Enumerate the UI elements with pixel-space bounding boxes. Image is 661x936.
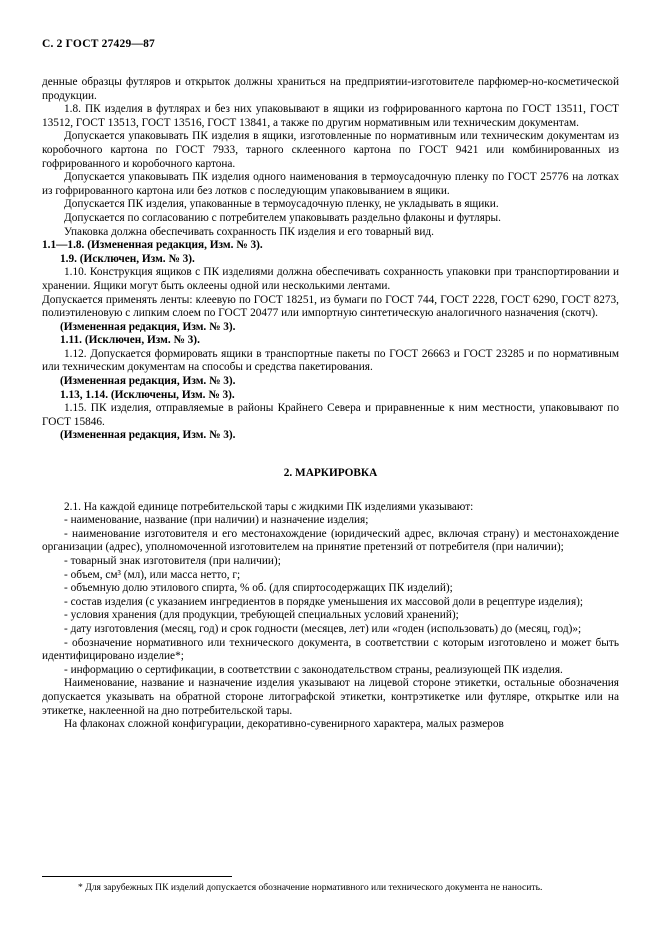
clause-2-1-intro: 2.1. На каждой единице потребительской тары с жидкими ПК изделиями указывают: [64,500,474,513]
clause-1-12: 1.12. Допускается формировать ящики в транспортные пакеты по ГОСТ 26663 и ГОСТ 23285 и по нормативным или техническим документам на способы и средства пакетирования. [42,347,619,374]
footnote-text: Для зарубежных ПК изделий допускается обозначение нормативного или технического документа не наносить. [85,882,543,893]
clause-1-1-1-8 [42,239,619,253]
clause-1-13-1-14-note: (Исключены, Изм. № 3). [110,388,235,401]
clause-1-13-1-14-number: 1.13, 1.14. [60,388,109,401]
clause-1-11 [42,334,619,348]
clause-1-11-note: (Исключен, Изм. № 3). [84,334,200,347]
clause-1-15: 1.15. ПК изделия, отправляемые в районы Крайнего Севера и приравненные к ним местности, упаковывают по ГОСТ 15846. [42,402,619,428]
clause-1-1-1-8-note: (Измененная редакция, Изм. № 3). [87,239,263,252]
paragraph-allowance-1: Допускается упаковывать ПК изделия в ящики, изготовленные по нормативным или техническим документам из коробочного картона по ГОСТ 7933, тарного склеенного картона по ГОСТ 9421 или комбинированных из гофрированного и коробочного картона. [42,130,619,170]
bullet-item: - наименование, название (при наличии) и назначение изделия; [64,514,369,527]
bullet-item: - наименование изготовителя и его местонахождение (юридический адрес, включая страну) и местонахождение организации (адрес), уполномоченной изготовителем на принятие претензий от потребителя (при наличии); [42,527,619,554]
clause-1-10-continued: Допускается применять ленты: клеевую по ГОСТ 18251, из бумаги по ГОСТ 744, ГОСТ 2228, ГОСТ 6290, ГОСТ 8273, полиэтиленовую с липким слоем по ГОСТ 20477 или импортную синтетическую аналогичного назначения (скотч). [42,293,619,320]
paragraph-allowance-3: Допускается ПК изделия, упакованные в термоусадочную пленку, не укладывать в ящики. [64,198,499,211]
clause-1-9 [42,253,619,267]
bullet-item: - дату изготовления (месяц, год) и срок годности (месяцев, лет) или «годен (использовать) до (месяц, год)»; [64,622,582,635]
paragraph-intro: денные образцы футляров и открыток должны храниться на предприятии-изготовителе парфюмер-но-косметической продукции. [42,76,619,102]
bullet-item: - состав изделия (с указанием ингредиентов в порядке уменьшения их массовой доли в рецептуре изделия); [64,595,584,608]
footnote [42,882,619,894]
clause-1-9-note: (Исключен, Изм. № 3). [79,252,195,265]
footnote-divider [42,876,232,877]
bullet-item: - информацию о сертификации, в соответствии с законодательством страны, реализующей ПК изделия. [64,663,563,676]
footnote-area [42,876,619,894]
page-header: С. 2 ГОСТ 27429—87 [42,38,155,50]
bullet-item: - условия хранения (для продукции, требующей специальных условий хранений); [64,609,459,622]
footnote-marker: * [78,882,83,893]
bullet-item: - объемную долю этилового спирта, % об. (для спиртосодержащих ПК изделий); [64,582,453,595]
clause-1-9-number: 1.9. [60,252,77,265]
clause-1-13-1-14 [42,389,619,403]
bullet-item: - товарный знак изготовителя (при наличии); [64,555,281,567]
paragraph-allowance-5: Упаковка должна обеспечивать сохранность ПК изделия и его товарный вид. [64,225,434,238]
paragraph-allowance-2: Допускается упаковывать ПК изделия одного наименования в термоусадочную пленку по ГОСТ 25776 на лотках из гофрированного картона или без лотков с последующим упаковыванием в ящики. [42,171,619,197]
document-body [42,76,619,732]
note-after-1-10: (Измененная редакция, Изм. № 3). [60,320,236,333]
clause-1-1-1-8-number: 1.1—1.8. [42,239,85,252]
section-2-title: 2. МАРКИРОВКА [283,467,378,480]
paragraph-1-8: 1.8. ПК изделия в футлярах и без них упаковывают в ящики из гофрированного картона по ГОСТ 13511, ГОСТ 13512, ГОСТ 13513, ГОСТ 13516, ГОСТ 13841, а также по другим нормативным или техническим документам. [42,103,619,129]
closing-paragraph: Наименование, название и назначение изделия указывают на лицевой стороне этикетки, остальные обозначения допускается указывать на обратной стороне литографской этикетки, контрэтикетке или футляре, открытке или на этикетке, наклеенной на дно потребительской тары. [42,677,619,717]
bullet-item: - обозначение нормативного или технического документа, в соответствии с которым изготовлено и может быть идентифицировано изделие*; [42,636,619,663]
clause-1-10: 1.10. Конструкция ящиков с ПК изделиями должна обеспечивать сохранность упаковки при транспортировании и хранении. Ящики могут быть оклеены одной или несколькими лентами. [42,266,619,292]
note-after-1-12: (Измененная редакция, Изм. № 3). [60,375,236,388]
bullet-item: - объем, см³ (мл), или масса нетто, г; [64,568,241,581]
closing-paragraph: На флаконах сложной конфигурации, декоративно-сувенирного характера, малых размеров [64,718,504,731]
paragraph-allowance-4: Допускается по согласованию с потребителем упаковывать раздельно флаконы и футляры. [64,211,501,224]
clause-1-11-number: 1.11. [60,334,82,347]
note-after-1-15: (Измененная редакция, Изм. № 3). [60,429,236,442]
